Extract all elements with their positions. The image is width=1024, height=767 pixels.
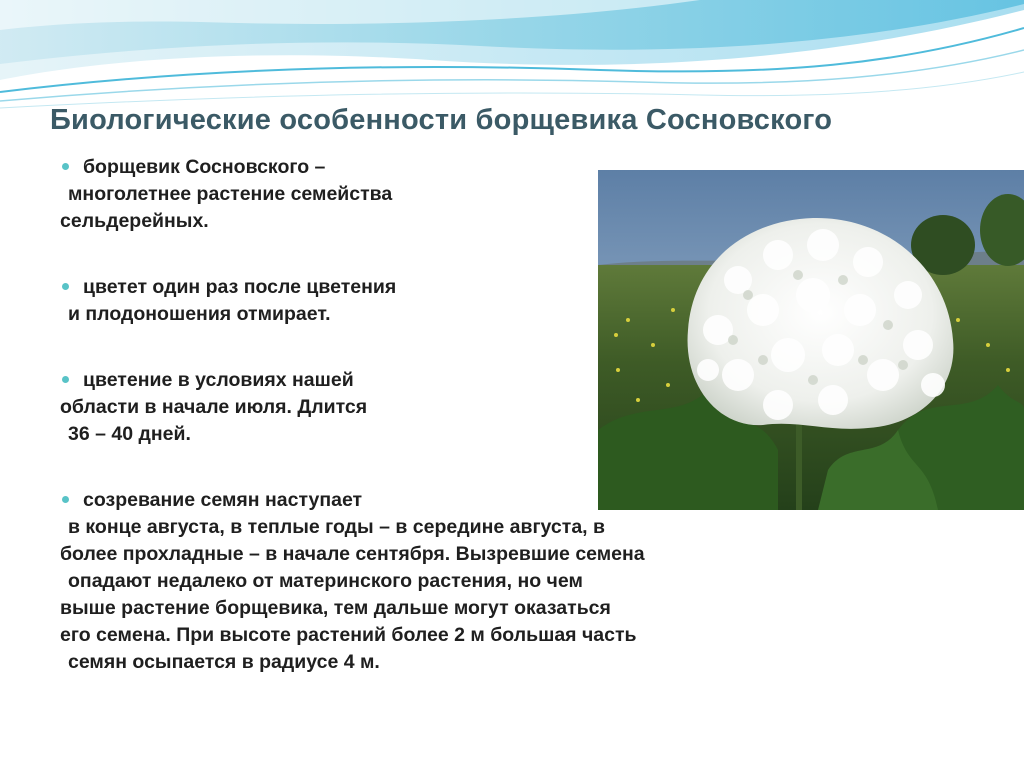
paragraph-4-line-1: созревание семян наступает xyxy=(60,487,860,514)
paragraph-4-line-2: в конце августа, в теплые годы – в середине августа, в xyxy=(68,516,605,538)
paragraph-3-line-1: цветение в условиях нашей xyxy=(60,367,860,394)
paragraph-3-line-2: области в начале июля. Длится xyxy=(60,396,368,418)
bullet-icon xyxy=(62,283,69,290)
paragraph-1-line-1: борщевик Сосновского – xyxy=(60,154,860,181)
slide-title: Биологические особенности борщевика Сосновского xyxy=(50,104,833,136)
paragraph-3-line-3: 36 – 40 дней. xyxy=(68,423,191,445)
paragraph-4-line-6: его семена. При высоте растений более 2 м большая часть xyxy=(60,624,637,646)
paragraph-1-line-3: сельдерейных. xyxy=(60,210,209,232)
paragraph-4-line-3: более прохладные – в начале сентября. Вызревшие семена xyxy=(60,543,645,565)
bullet-icon xyxy=(62,496,69,503)
bullet-icon xyxy=(62,376,69,383)
paragraph-4-line-7: семян осыпается в радиусе 4 м. xyxy=(68,651,380,673)
paragraph-1-line-2: многолетнее растение семейства xyxy=(68,183,393,205)
paragraph-4-line-5: выше растение борщевика, тем дальше могут оказаться xyxy=(60,597,611,619)
paragraph-4-line-4: опадают недалеко от материнского растения, но чем xyxy=(68,570,583,592)
header-wave-decoration xyxy=(0,0,1024,115)
hogweed-photo xyxy=(598,170,1024,510)
bullet-icon xyxy=(62,163,69,170)
paragraph-2-line-1: цветет один раз после цветения xyxy=(60,274,860,301)
paragraph-2-line-2: и плодоношения отмирает. xyxy=(68,303,331,325)
